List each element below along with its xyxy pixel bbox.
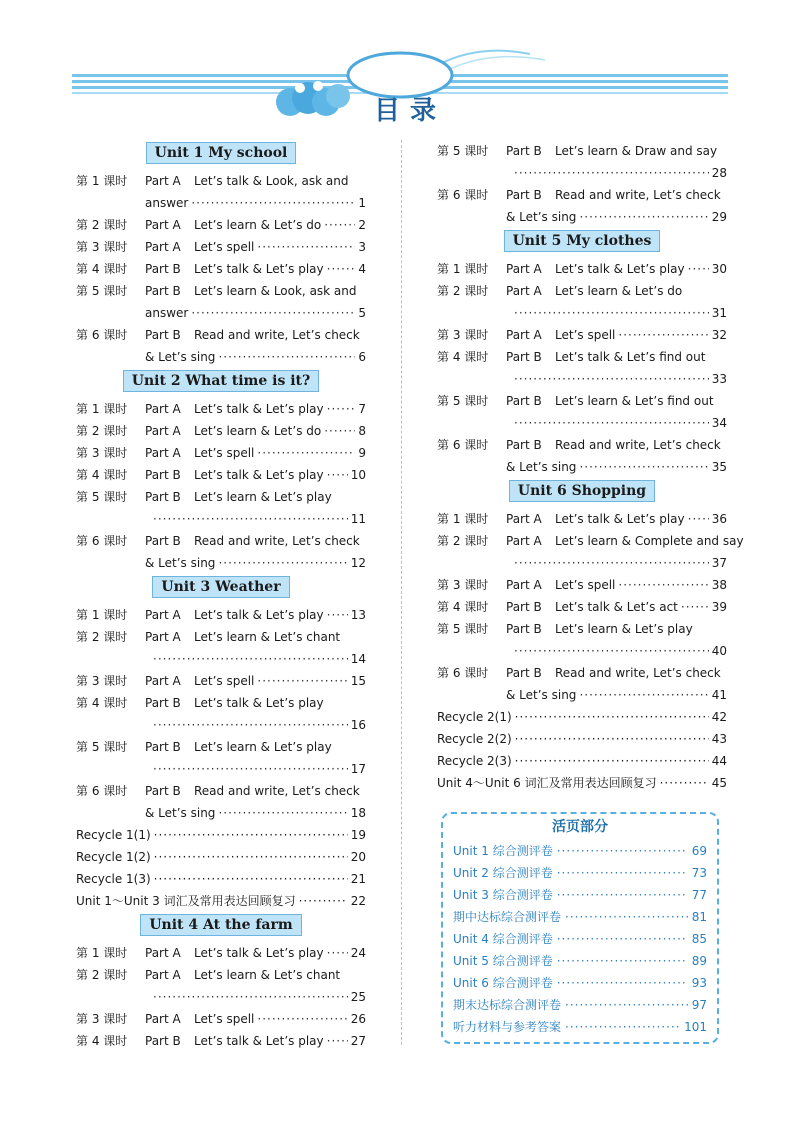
toc-entry[interactable]: Recycle 2(3) ····· 44: [437, 750, 727, 772]
toc-entry[interactable]: 第 3 课时 Part A Let’s spell ····· 15: [76, 670, 366, 692]
toc-entry[interactable]: 第 6 课时 Part B Read and write, Let’s check & Let’s sing ····· 18: [76, 780, 366, 824]
toc-entry[interactable]: 第 2 课时 Part A Let’s learn & Let’s do ····· 31: [437, 280, 727, 324]
loose-leaf-entry[interactable]: 期中达标综合测评卷 ····· 81: [453, 906, 707, 928]
toc-entry[interactable]: 第 1 课时 Part A Let’s talk & Let’s play ····· 13: [76, 604, 366, 626]
toc-entry[interactable]: 第 4 课时 Part B Let’s talk & Let’s play ····· 10: [76, 464, 366, 486]
toc-entry[interactable]: Recycle 1(2) ····· 20: [76, 846, 366, 868]
toc-entry[interactable]: 第 1 课时 Part A Let’s talk & Let’s play ····· 36: [437, 508, 727, 530]
loose-leaf-entry[interactable]: Unit 4 综合测评卷 ····· 85: [453, 928, 707, 950]
toc-entry[interactable]: 第 3 课时 Part A Let’s spell ····· 38: [437, 574, 727, 596]
loose-leaf-title: 活页部分: [552, 819, 608, 835]
unit-heading: Unit 6 Shopping: [437, 478, 727, 504]
toc-entry[interactable]: Recycle 1(1) ····· 19: [76, 824, 366, 846]
toc-entry[interactable]: 第 2 课时 Part A Let’s learn & Let’s chant ····· 25: [76, 964, 366, 1008]
toc-entry[interactable]: 第 3 课时 Part A Let’s spell ····· 3: [76, 236, 366, 258]
loose-leaf-box: [441, 812, 719, 1044]
unit-heading: Unit 1 My school: [76, 140, 366, 166]
toc-entry[interactable]: 第 3 课时 Part A Let’s spell ····· 32: [437, 324, 727, 346]
loose-leaf-entry[interactable]: 期末达标综合测评卷 ····· 97: [453, 994, 707, 1016]
toc-entry[interactable]: 第 3 课时 Part A Let’s spell ····· 9: [76, 442, 366, 464]
column-divider: [401, 140, 402, 1045]
toc-entry[interactable]: 第 2 课时 Part A Let’s learn & Complete and say ····· 37: [437, 530, 727, 574]
toc-left-column: [76, 140, 366, 1052]
toc-entry[interactable]: 第 4 课时 Part B Let’s talk & Let’s play ····· 4: [76, 258, 366, 280]
toc-entry[interactable]: 第 1 课时 Part A Let’s talk & Let’s play ····· 7: [76, 398, 366, 420]
page-header: [0, 40, 800, 125]
toc-entry[interactable]: Recycle 1(3) ····· 21: [76, 868, 366, 890]
toc-entry[interactable]: 第 6 课时 Part B Read and write, Let’s check & Let’s sing ····· 29: [437, 184, 727, 228]
page-title: 目录: [373, 96, 446, 126]
unit-heading: Unit 4 At the farm: [76, 912, 366, 938]
toc-entry[interactable]: 第 2 课时 Part A Let’s learn & Let’s do ····· 2: [76, 214, 366, 236]
toc-entry[interactable]: 第 4 课时 Part B Let’s talk & Let’s act ····· 39: [437, 596, 727, 618]
toc-entry[interactable]: 第 5 课时 Part B Let’s learn & Let’s find out ····· 34: [437, 390, 727, 434]
loose-leaf-entry[interactable]: 听力材料与参考答案 ····· 101: [453, 1016, 707, 1038]
toc-right-column: [437, 140, 744, 794]
toc-entry[interactable]: 第 1 课时 Part A Let’s talk & Look, ask and answer ····· 1: [76, 170, 366, 214]
toc-entry[interactable]: 第 4 课时 Part B Let’s talk & Let’s find out ····· 33: [437, 346, 727, 390]
toc-entry[interactable]: 第 4 课时 Part B Let’s talk & Let’s play ····· 27: [76, 1030, 366, 1052]
loose-leaf-entry[interactable]: Unit 1 综合测评卷 ····· 69: [453, 840, 707, 862]
unit-heading: Unit 3 Weather: [76, 574, 366, 600]
toc-entry[interactable]: 第 1 课时 Part A Let’s talk & Let’s play ····· 30: [437, 258, 727, 280]
toc-entry[interactable]: Unit 4～Unit 6 词汇及常用表达回顾复习 ····· 45: [437, 772, 727, 794]
unit-heading: Unit 5 My clothes: [437, 228, 727, 254]
toc-entry[interactable]: Recycle 2(2) ····· 43: [437, 728, 727, 750]
toc-entry[interactable]: 第 5 课时 Part B Let’s learn & Draw and say ····· 28: [437, 140, 727, 184]
toc-entry[interactable]: 第 2 课时 Part A Let’s learn & Let’s do ····· 8: [76, 420, 366, 442]
unit-heading: Unit 2 What time is it?: [76, 368, 366, 394]
toc-entry[interactable]: 第 5 课时 Part B Let’s learn & Let’s play ····· 40: [437, 618, 727, 662]
toc-entry[interactable]: 第 1 课时 Part A Let’s talk & Let’s play ····· 24: [76, 942, 366, 964]
toc-entry[interactable]: 第 6 课时 Part B Read and write, Let’s check & Let’s sing ····· 35: [437, 434, 727, 478]
toc-entry[interactable]: 第 6 课时 Part B Read and write, Let’s check & Let’s sing ····· 12: [76, 530, 366, 574]
toc-entry[interactable]: 第 2 课时 Part A Let’s learn & Let’s chant ····· 14: [76, 626, 366, 670]
toc-entry[interactable]: 第 5 课时 Part B Let’s learn & Look, ask and answer ····· 5: [76, 280, 366, 324]
toc-entry[interactable]: 第 5 课时 Part B Let’s learn & Let’s play ····· 17: [76, 736, 366, 780]
loose-leaf-entry[interactable]: Unit 2 综合测评卷 ····· 73: [453, 862, 707, 884]
toc-entry[interactable]: 第 4 课时 Part B Let’s talk & Let’s play ····· 16: [76, 692, 366, 736]
toc-entry[interactable]: Recycle 2(1) ····· 42: [437, 706, 727, 728]
toc-entry[interactable]: Unit 1～Unit 3 词汇及常用表达回顾复习 ····· 22: [76, 890, 366, 912]
toc-entry[interactable]: 第 5 课时 Part B Let’s learn & Let’s play ····· 11: [76, 486, 366, 530]
loose-leaf-entry[interactable]: Unit 3 综合测评卷 ····· 77: [453, 884, 707, 906]
loose-leaf-entry[interactable]: Unit 6 综合测评卷 ····· 93: [453, 972, 707, 994]
toc-entry[interactable]: 第 3 课时 Part A Let’s spell ····· 26: [76, 1008, 366, 1030]
loose-leaf-entry[interactable]: Unit 5 综合测评卷 ····· 89: [453, 950, 707, 972]
toc-entry[interactable]: 第 6 课时 Part B Read and write, Let’s check & Let’s sing ····· 6: [76, 324, 366, 368]
toc-entry[interactable]: 第 6 课时 Part B Read and write, Let’s check & Let’s sing ····· 41: [437, 662, 727, 706]
